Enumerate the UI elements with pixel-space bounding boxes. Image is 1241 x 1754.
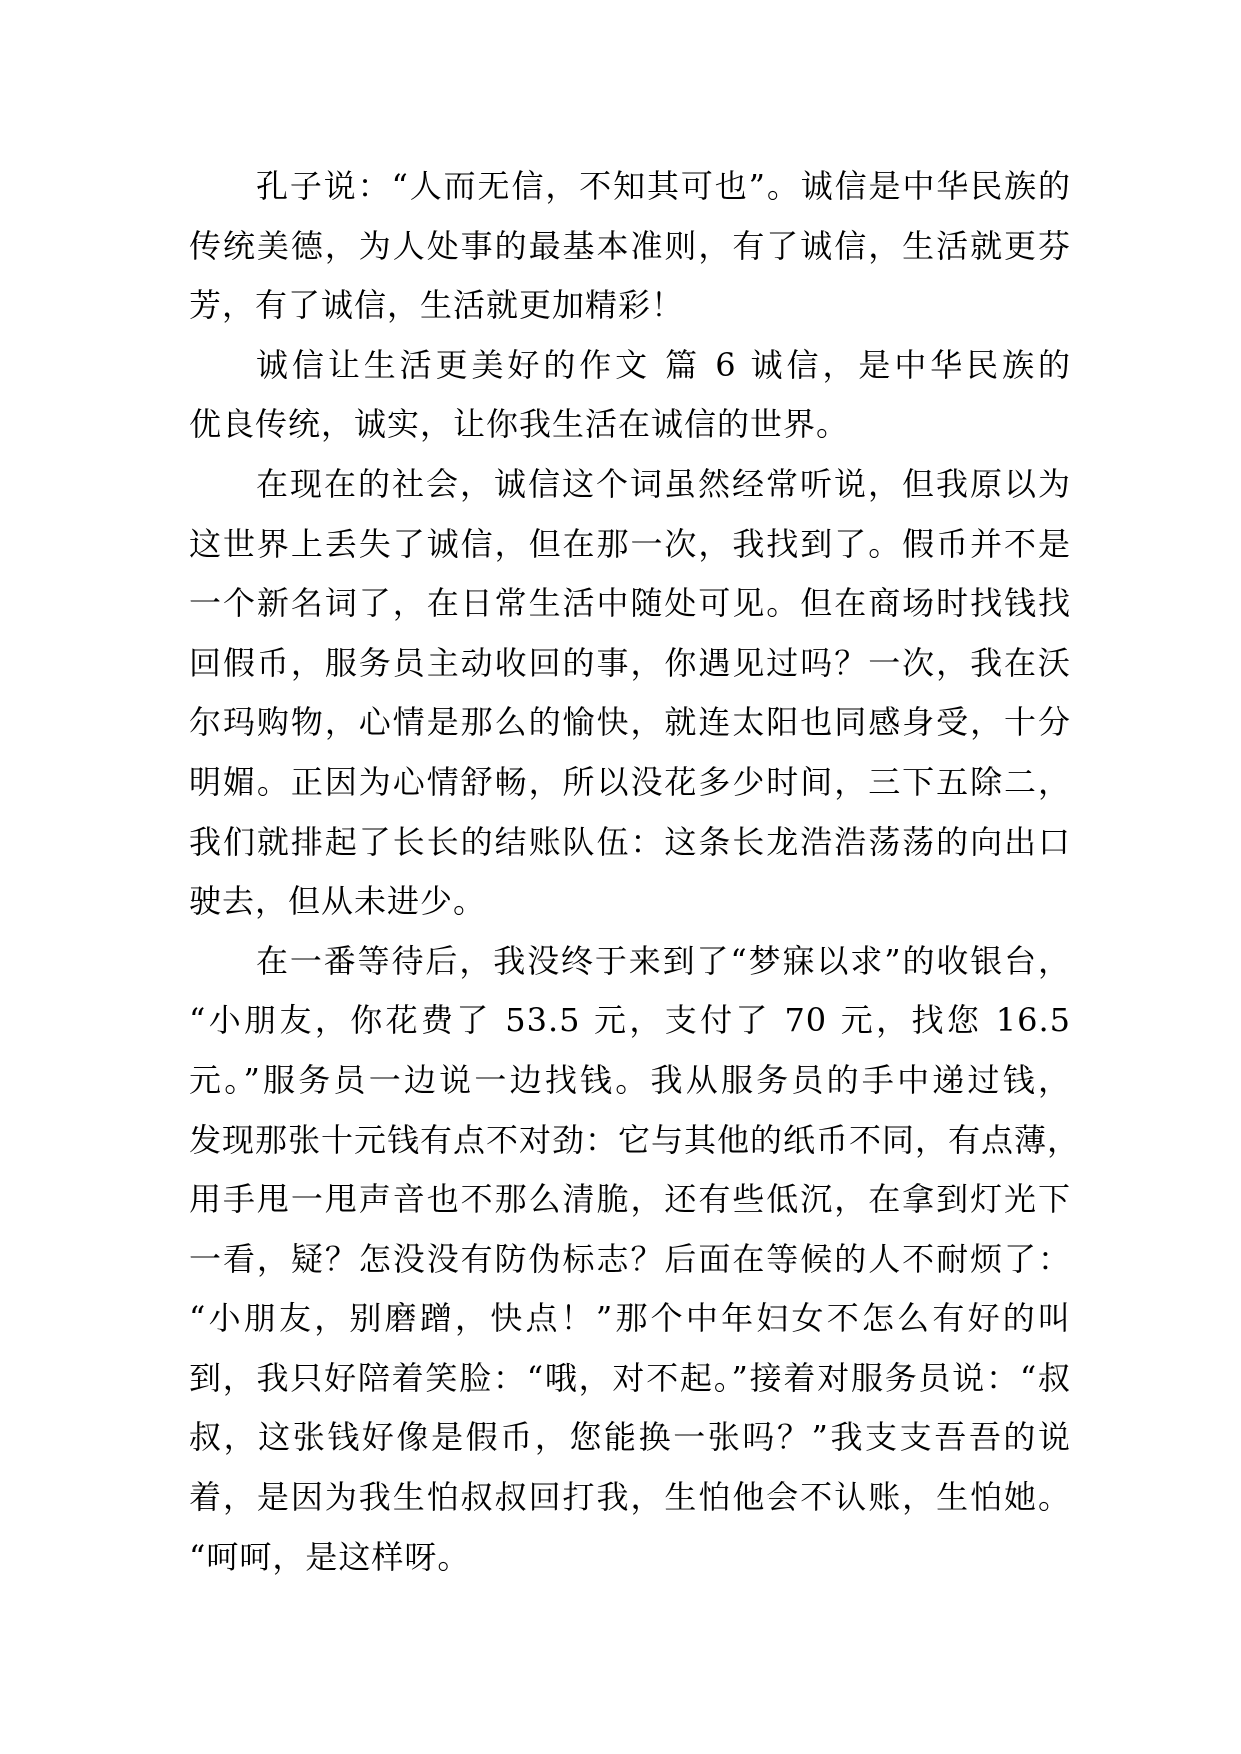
text-line: 叔，这张钱好像是假币，您能换一张吗？”我支支吾吾的说 xyxy=(189,1418,1071,1457)
text-line: 到，我只好陪着笑脸：“哦，对不起。”接着对服务员说：“叔 xyxy=(189,1358,1071,1397)
text-line: 一个新名词了，在日常生活中随处可见。但在商场时找钱找 xyxy=(189,584,1071,623)
text-line: “小朋友，别磨蹭，快点！”那个中年妇女不怎么有好的叫 xyxy=(189,1299,1071,1338)
text-line: 元。”服务员一边说一边找钱。我从服务员的手中递过钱， xyxy=(189,1060,1071,1099)
text-line: “小朋友，你花费了 53.5 元，支付了 70 元，找您 16.5 xyxy=(189,1001,1071,1040)
text-line: 尔玛购物，心情是那么的愉快，就连太阳也同感身受，十分 xyxy=(189,703,1071,742)
text-line: 优良传统，诚实，让你我生活在诚信的世界。 xyxy=(189,405,850,444)
text-line: 我们就排起了长长的结账队伍：这条长龙浩浩荡荡的向出口 xyxy=(189,822,1071,861)
text-line: 在现在的社会，诚信这个词虽然经常听说，但我原以为 xyxy=(256,464,1071,503)
text-line: 传统美德，为人处事的最基本准则，有了诚信，生活就更芬 xyxy=(189,226,1071,265)
text-line: 一看，疑？怎没没有防伪标志？后面在等候的人不耐烦了： xyxy=(189,1239,1071,1278)
text-line: 驶去，但从未进少。 xyxy=(189,882,487,921)
text-line: 回假币，服务员主动收回的事，你遇见过吗？一次，我在沃 xyxy=(189,643,1071,682)
text-line: “呵呵，是这样呀。 xyxy=(189,1537,471,1576)
document-body xyxy=(189,157,1081,1587)
text-line: 诚信让生活更美好的作文 篇 6 诚信，是中华民族的 xyxy=(256,345,1071,384)
text-line: 芳，有了诚信，生活就更加精彩！ xyxy=(189,286,685,325)
text-line: 明媚。正因为心情舒畅，所以没花多少时间，三下五除二， xyxy=(189,762,1071,801)
text-line: 用手甩一甩声音也不那么清脆，还有些低沉，在拿到灯光下 xyxy=(189,1180,1071,1219)
text-line: 孔子说：“人而无信，不知其可也”。诚信是中华民族的 xyxy=(256,167,1071,205)
text-line: 在一番等待后，我没终于来到了“梦寐以求”的收银台， xyxy=(256,941,1071,980)
text-line: 发现那张十元钱有点不对劲：它与其他的纸币不同，有点薄， xyxy=(189,1120,1081,1159)
text-line: 这世界上丢失了诚信，但在那一次，我找到了。假币并不是 xyxy=(189,524,1071,563)
text-line: 着，是因为我生怕叔叔回打我，生怕他会不认账，生怕她。 xyxy=(189,1478,1071,1517)
